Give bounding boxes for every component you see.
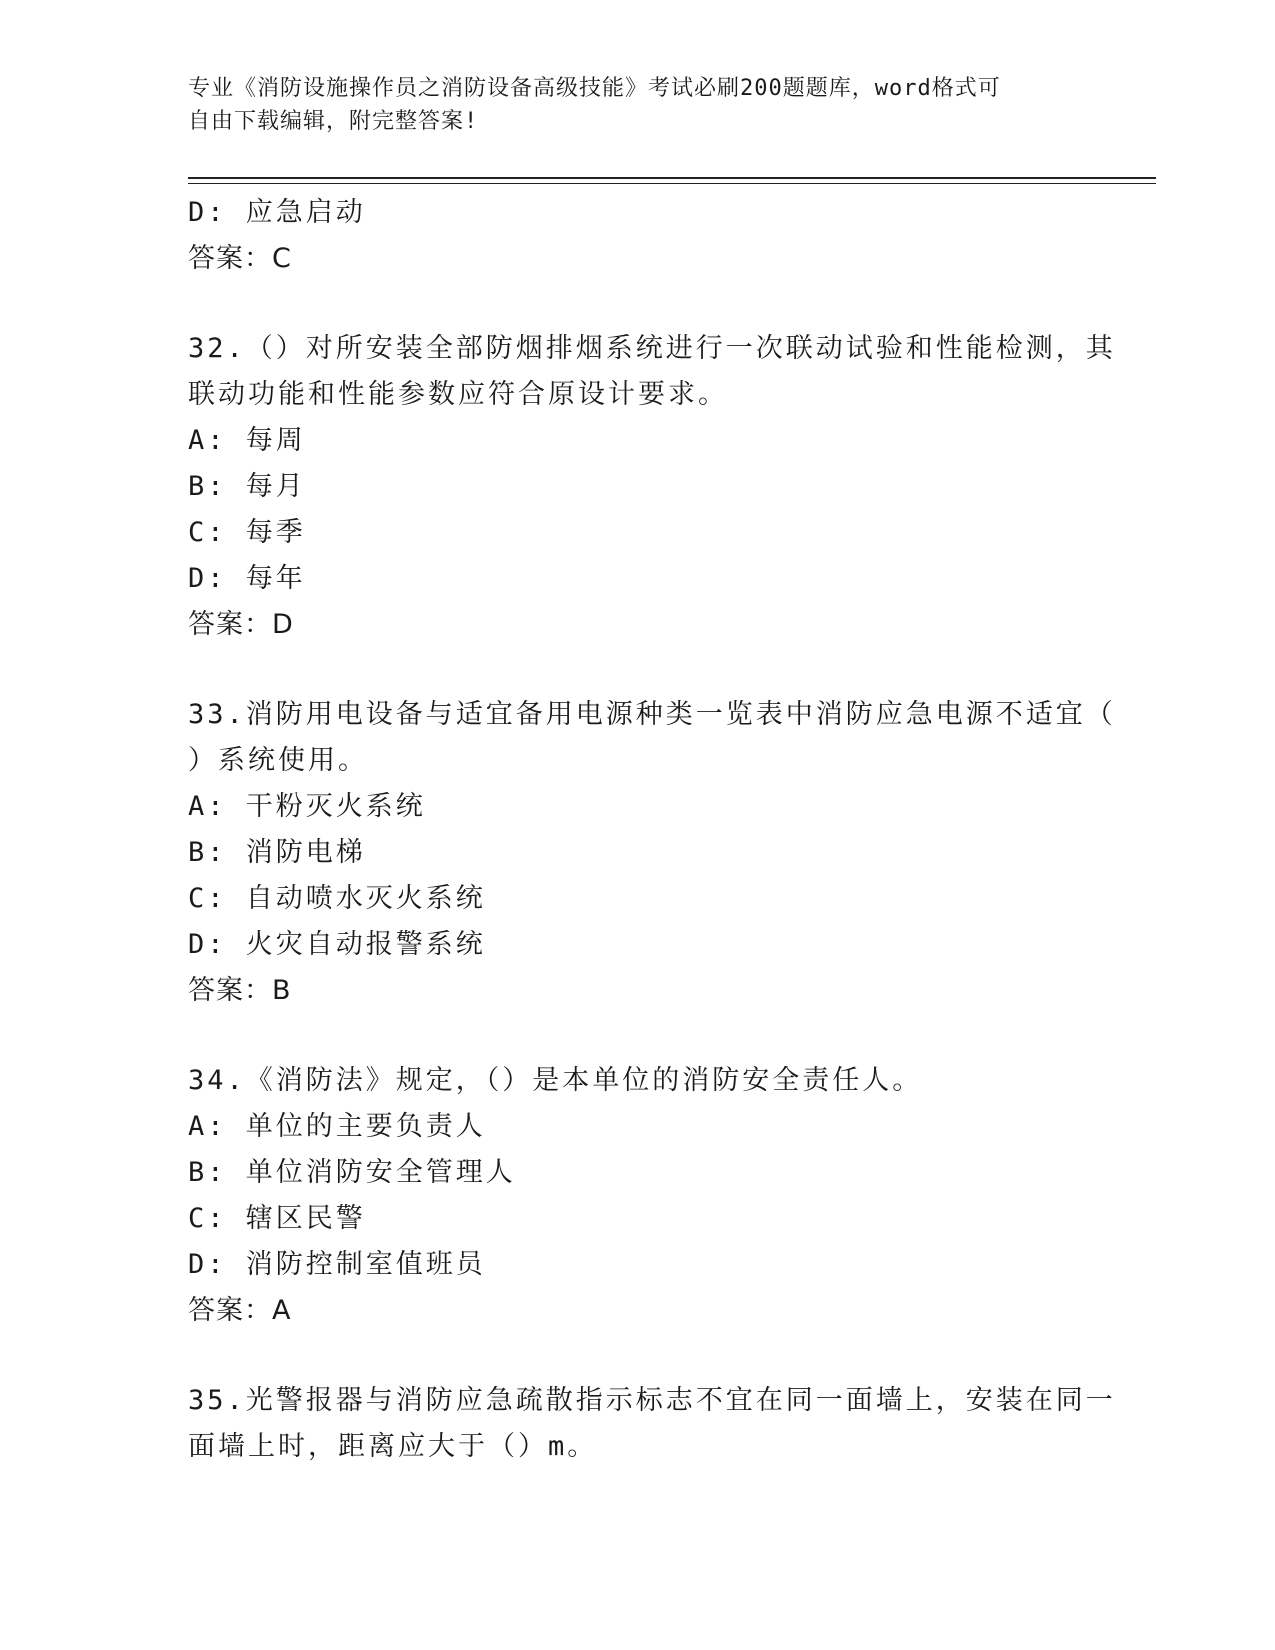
answer-line: 答案：B [188,975,292,1006]
option-b: B: 单位消防安全管理人 [188,1157,516,1188]
option-b: B: 每月 [188,471,306,502]
option-a: A: 每周 [188,425,306,456]
question-text-line: 35.光警报器与消防应急疏散指示标志不宜在同一面墙上，安装在同一 [188,1385,1116,1416]
option-d: D: 消防控制室值班员 [188,1249,486,1280]
question-text-line: 32.（）对所安装全部防烟排烟系统进行一次联动试验和性能检测，其 [188,333,1116,364]
question-text-line: ）系统使用。 [188,745,368,776]
question-34 [188,1058,1088,1334]
header-line-2: 自由下载编辑，附完整答案! [188,109,479,134]
question-35 [188,1378,1116,1470]
option-c: C: 自动喷水灭火系统 [188,883,486,914]
question-33 [188,692,1116,1014]
header-line-1: 专业《消防设施操作员之消防设备高级技能》考试必刷200题题库，word格式可 [188,76,1001,101]
question-text-line: 33.消防用电设备与适宜备用电源种类一览表中消防应急电源不适宜（ [188,699,1116,730]
option-c: C: 辖区民警 [188,1203,366,1234]
answer-line: 答案：A [188,1295,292,1326]
document-header [188,72,1088,138]
option-b: B: 消防电梯 [188,837,366,868]
question-32 [188,326,1116,648]
option-a: A: 单位的主要负责人 [188,1111,486,1142]
option-a: A: 干粉灭火系统 [188,791,426,822]
answer-line: 答案：C [188,243,292,274]
option-d: D: 火灾自动报警系统 [188,929,486,960]
header-divider-thin [188,183,1156,184]
question-text-line: 联动功能和性能参数应符合原设计要求。 [188,379,728,410]
option-c: C: 每季 [188,517,306,548]
answer-line: 答案：D [188,609,294,640]
previous-question-tail [188,190,1088,282]
question-text-line: 面墙上时，距离应大于（）m。 [188,1431,598,1462]
option-d: D: 应急启动 [188,197,366,228]
option-d: D: 每年 [188,563,306,594]
question-text-line: 34.《消防法》规定，（）是本单位的消防安全责任人。 [188,1065,923,1096]
document-body [188,190,1116,1470]
header-divider-thick [188,177,1156,179]
